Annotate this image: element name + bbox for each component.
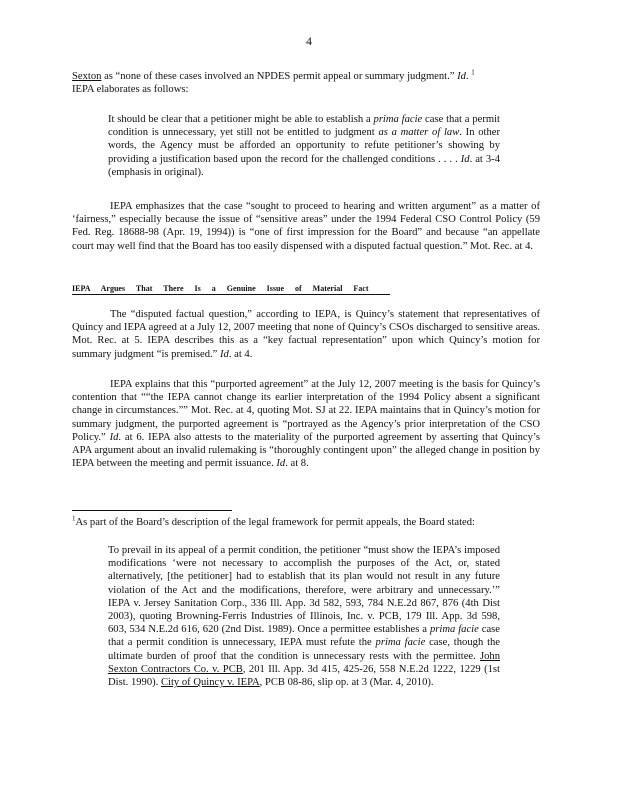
paragraph-text: IEPA explains that this “purported agreement” at the July 12, 2007 meeting is the basis for Quincy’s contention that ““the IEPA cannot change its earlier interpretation of the 1994 Policy absent a significant change in circumstances.”” Mot. Rec. at 4, quoting Mot. SJ at 22. IEPA maintains that in Quincy’s motion for summary judgment, the purported agreement is “portrayed as the Agency’s prior interpretation of the CSO Policy.” <box>72 379 540 443</box>
paragraph-iepa-emphasizes <box>72 200 540 253</box>
quote-text: , PCB 08-86, slip op. at 3 (Mar. 4, 2010). <box>259 677 434 689</box>
paragraph-disputed-question <box>72 308 540 361</box>
legal-phrase: as a matter of law <box>378 127 460 139</box>
paragraph-intro: IEPA elaborates as follows: <box>72 84 189 96</box>
latin-term: prima facie <box>373 114 423 125</box>
block-quote <box>108 113 500 179</box>
quote-text: , 201 Ill. App. 3d 415, 425-26, 558 N.E.2d 1222, 1229 (1st Dist. 1990). <box>108 663 500 689</box>
paragraph-text: . at 6. IEPA also attests to the materiality of the purported agreement by asserting that Quincy’s APA argument about an invalid rulemaking is “thoroughly contingent upon” the alleged change in position by IEPA between the meeting and permit issuance. <box>72 431 540 470</box>
quote-text: case, though the ultimate burden of proof that the condition is unnecessary rests with the permittee. <box>108 637 501 662</box>
quote-text: It should be clear that a petitioner might be able to establish a <box>108 114 374 125</box>
footnote-divider <box>72 510 232 511</box>
id-citation: Id <box>457 71 466 82</box>
paragraph-sexton <box>72 70 540 96</box>
latin-term: prima facie <box>429 624 479 636</box>
paragraph-text: . at 8. <box>285 458 309 470</box>
paragraph-text: The “disputed factual question,” according to IEPA, is Quincy’s statement that representatives of Quincy and IEPA agreed at a July 12, 2007 meeting that none of Quincy’s CSOs discharged to sensitive areas. Mot. Rec. at 5. IEPA describes this as a “key factual representation” upon which Quincy’s motion for summary judgment “is premised.” <box>72 309 540 360</box>
quote-text: To prevail in its appeal of a permit condition, the petitioner “must show the IEPA’s imposed modifications ‘were not necessary to accomplish the purposes of the Act, or, stated alternatively, [the petitioner] had to establish that its plan would not result in any future violation of the Act and the modifications, therefore, were arbitrary and unnecessary.’” IEPA v. Jersey Sanitation Corp., 336 Ill. App. 3d 582, 593, 784 N.E.2d 867, 876 (4th Dist 2003), quoting Browning-Ferris Industries of Illinois, Inc. v. PCB, 179 Ill. App. 3d 598, 603, 534 N.E.2d 616, 620 (2nd Dist. 1989). Once a permittee establishes a <box>108 545 500 636</box>
id-citation: Id <box>460 153 470 165</box>
footnote <box>72 516 540 529</box>
paragraph-text: as “none of these cases involved an NPDES permit appeal or summary judgment.” <box>101 71 458 82</box>
id-citation: Id <box>276 458 286 470</box>
case-citation-city-of-quincy: City of Quincy v. IEPA <box>160 677 260 689</box>
id-citation: Id <box>220 348 229 360</box>
id-citation: Id <box>109 431 119 443</box>
footnote-block-quote <box>108 544 500 689</box>
section-heading: IEPA Argues That There Is a Genuine Issue of Material Fact <box>72 284 390 295</box>
quote-text: . In other words, the Agency must be afforded an opportunity to refute petitioner’s showing by providing a justification based upon the record for the challenged conditions . . . . <box>108 127 500 165</box>
latin-term: prima facie <box>375 637 426 649</box>
paragraph-purported-agreement <box>72 378 540 470</box>
case-citation-sexton-contractors: John Sexton Contractors Co. v. PCB <box>108 650 500 675</box>
footnote-text: As part of the Board’s description of the legal framework for permit appeals, the Board stated: <box>75 517 475 528</box>
footnote-marker: 1 <box>72 514 76 523</box>
page-number: 4 <box>306 34 312 48</box>
quote-text: case that a permit condition is unnecessary, yet still not be entitled to judgment <box>108 114 500 139</box>
footnote-marker: 1 <box>471 68 475 77</box>
case-citation-sexton: Sexton <box>72 71 102 82</box>
paragraph-text: . <box>465 71 472 82</box>
quote-text: case that a permit condition is unnecessary, IEPA must refute the <box>108 624 501 649</box>
paragraph-text: IEPA emphasizes that the case “sought to proceed to hearing and written argument” as a matter of ‘fairness,” especially because the issue of “sensitive areas” under the 1994 Federal CSO Control Policy (59 Fed. Reg. 18688-98 (Apr. 19, 1994)) is “one of first impression for the Board” and because “an appellate court may well find that the Board has too easily dispensed with a disputed factual question.” Mot. Rec. at 4. <box>72 201 540 252</box>
quote-text: . at 3-4 (emphasis in original). <box>108 153 500 178</box>
paragraph-text: . at 4. <box>228 348 253 360</box>
